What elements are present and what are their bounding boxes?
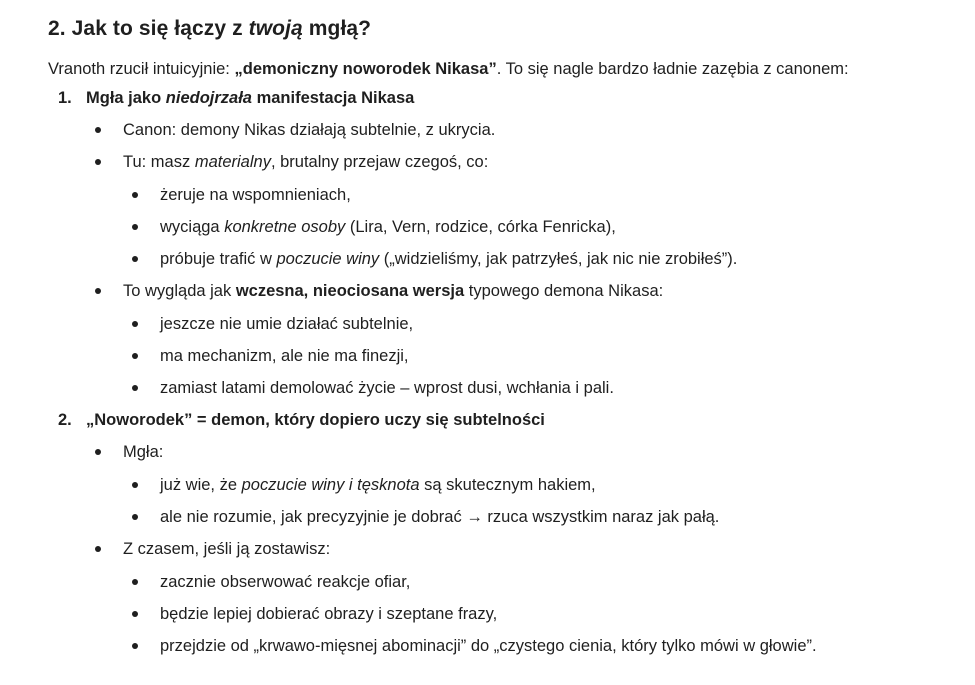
list-item: już wie, że poczucie winy i tęsknota są skutecznym hakiem, — [123, 474, 975, 496]
list-item: wyciąga konkretne osoby (Lira, Vern, rodzice, córka Fenricka), — [123, 216, 975, 238]
list-item: zacznie obserwować reakcje ofiar, — [123, 571, 975, 593]
sub-bullet-list — [123, 184, 975, 270]
list-item: To wygląda jak wczesna, nieociosana wersja typowego demona Nikasa: jeszcze nie umie działać subtelnie, ma mechanizm, ale nie ma finezji, zamiast latami demolować życie – wprost dusi, wchłania i pali. — [86, 280, 975, 399]
list-item-2 — [48, 409, 975, 657]
list-item-1 — [48, 87, 975, 399]
list-item: ma mechanizm, ale nie ma finezji, — [123, 345, 975, 367]
intro-paragraph: Vranoth rzucił intuicyjnie: „demoniczny noworodek Nikasa”. To się nagle bardzo ładnie zazębia z canonem: — [48, 60, 849, 78]
bullet-list — [86, 119, 975, 399]
list-item: Canon: demony Nikas działają subtelnie, z ukrycia. — [86, 119, 975, 141]
list-item: jeszcze nie umie działać subtelnie, — [123, 313, 975, 335]
list-item: próbuje trafić w poczucie winy („widzieliśmy, jak patrzyłeś, jak nic nie zrobiłeś”). — [123, 248, 975, 270]
list-item: żeruje na wspomnieniach, — [123, 184, 975, 206]
list-item-title: „Noworodek” = demon, który dopiero uczy się subtelności — [86, 411, 545, 429]
list-number: 1. — [58, 89, 72, 107]
section-heading: 2. Jak to się łączy z twoją mgłą? — [48, 17, 372, 40]
list-item: Tu: masz materialny, brutalny przejaw czegoś, co: żeruje na wspomnieniach, wyciąga konkretne osoby (Lira, Vern, rodzice, córka Fenricka), próbuje trafić w poczucie winy („widzieliśmy, jak patrzyłeś, jak nic nie zrobiłeś”). — [86, 151, 975, 270]
sub-bullet-list — [123, 571, 975, 657]
list-item: zamiast latami demolować życie – wprost dusi, wchłania i pali. — [123, 377, 975, 399]
list-item: Mgła: już wie, że poczucie winy i tęsknota są skutecznym hakiem, ale nie rozumie, jak precyzyjnie je dobrać → rzuca wszystkim naraz jak pałą. — [86, 441, 975, 528]
list-item-title: Mgła jako niedojrzała manifestacja Nikasa — [86, 89, 415, 107]
sub-bullet-list — [123, 313, 975, 399]
bullet-list — [86, 441, 975, 657]
list-item: będzie lepiej dobierać obrazy i szeptane frazy, — [123, 603, 975, 625]
list-item: przejdzie od „krwawo-mięsnej abominacji” do „czystego cienia, który tylko mówi w głowie”. — [123, 635, 975, 657]
list-item: Z czasem, jeśli ją zostawisz: zacznie obserwować reakcje ofiar, będzie lepiej dobierać obrazy i szeptane frazy, przejdzie od „krwawo-mięsnej abominacji” do „czystego cienia, który tylko mówi w głowie”. — [86, 538, 975, 657]
sub-bullet-list — [123, 474, 975, 528]
list-number: 2. — [58, 411, 72, 429]
numbered-list — [48, 87, 975, 657]
list-item: ale nie rozumie, jak precyzyjnie je dobrać → rzuca wszystkim naraz jak pałą. — [123, 506, 975, 528]
